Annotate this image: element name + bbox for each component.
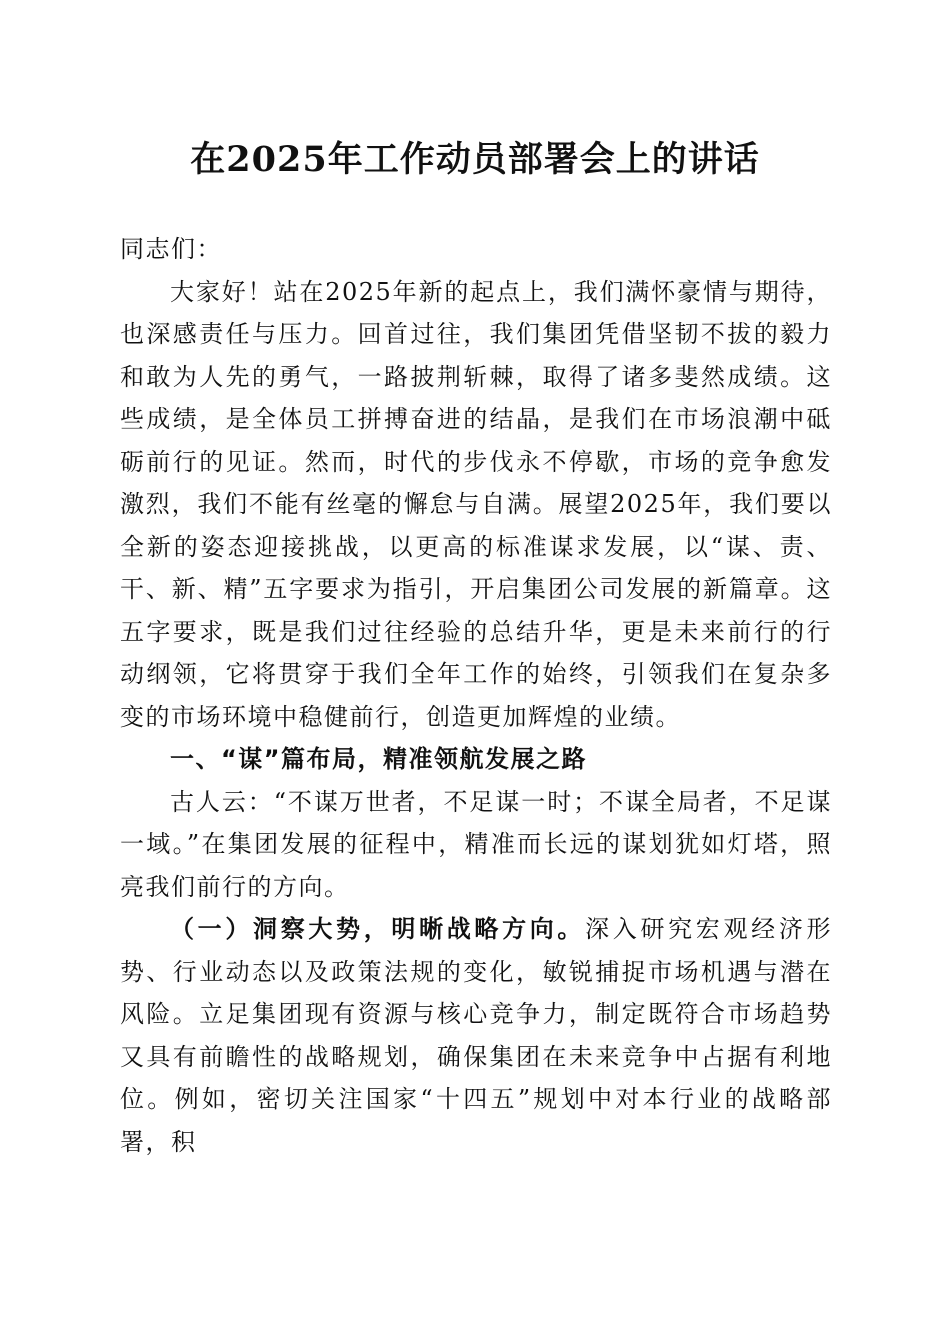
document-body bbox=[120, 228, 832, 1163]
intro-paragraph: 大家好！站在2025年新的起点上，我们满怀豪情与期待，也深感责任与压力。回首过往，我们集团凭借坚韧不拔的毅力和敢为人先的勇气，一路披荆斩棘，取得了诸多斐然成绩。这些成绩，是全体员工拼搏奋进的结晶，是我们在市场浪潮中砥砺前行的见证。然而，时代的步伐永不停歇，市场的竞争愈发激烈，我们不能有丝毫的懈怠与自满。展望2025年，我们要以全新的姿态迎接挑战，以更高的标准谋求发展，以“谋、责、干、新、精”五字要求为指引，开启集团公司发展的新篇章。这五字要求，既是我们过往经验的总结升华，更是未来前行的行动纲领，它将贯穿于我们全年工作的始终，引领我们在复杂多变的市场环境中稳健前行，创造更加辉煌的业绩。 bbox=[120, 277, 832, 731]
section-heading: 一、“谋”篇布局，精准领航发展之路 bbox=[170, 745, 588, 773]
subsection-text: 深入研究宏观经济形势、行业动态以及政策法规的变化，敏锐捕捉市场机遇与潜在风险。立足集团现有资源与核心竞争力，制定既符合市场趋势又具有前瞻性的战略规划，确保集团在未来竞争中占据有利地位。例如，密切关注国家“十四五”规划中对本行业的战略部署，积 bbox=[120, 915, 833, 1156]
subsection-lead: （一）洞察大势，明晰战略方向。 bbox=[170, 914, 586, 943]
subsection-paragraph bbox=[120, 908, 832, 1163]
salutation: 同志们： bbox=[120, 235, 222, 263]
document-title: 在2025年工作动员部署会上的讲话 bbox=[190, 139, 760, 180]
section-intro-paragraph: 古人云：“不谋万世者，不足谋一时；不谋全局者，不足谋一域。”在集团发展的征程中，精准而长远的谋划犹如灯塔，照亮我们前行的方向。 bbox=[120, 787, 832, 901]
